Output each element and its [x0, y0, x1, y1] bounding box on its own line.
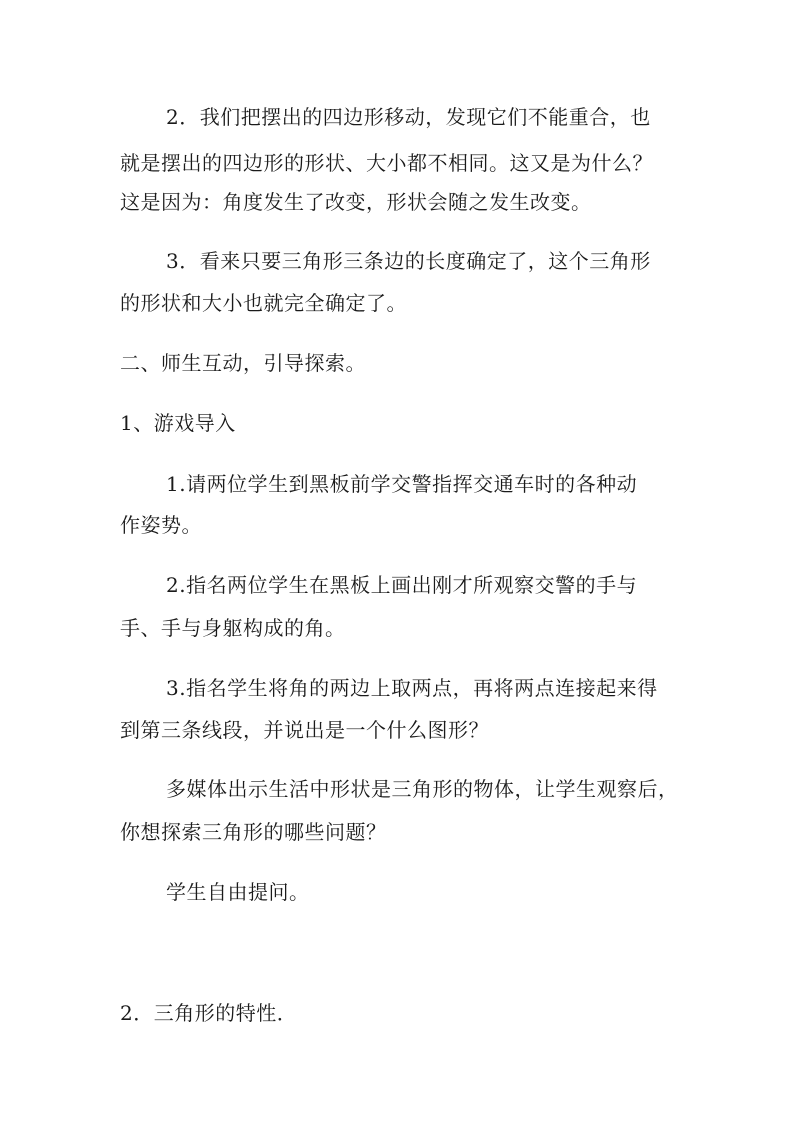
paragraph-6-line-1: 2.指名两位学生在黑板上画出刚才所观察交警的手与	[166, 573, 638, 597]
section-heading-2: 二、师生互动，引导探索。	[120, 351, 366, 375]
paragraph-1-line-2: 就是摆出的四边形的形状、大小都不相同。这又是为什么？	[120, 151, 653, 175]
paragraph-8-line-2: 你想探索三角形的哪些问题？	[120, 820, 387, 844]
paragraph-2-line-1: 3．看来只要三角形三条边的长度确定了，这个三角形	[166, 249, 651, 273]
paragraph-6-line-2: 手、手与身躯构成的角。	[120, 616, 346, 640]
paragraph-1-line-1: 2．我们把摆出的四边形移动，发现它们不能重合，也	[166, 105, 651, 129]
paragraph-7-line-1: 3.指名学生将角的两边上取两点，再将两点连接起来得	[166, 676, 658, 700]
paragraph-5-line-2: 作姿势。	[120, 513, 202, 537]
subsection-heading-1: 1、游戏导入	[120, 411, 236, 435]
paragraph-5-line-1: 1.请两位学生到黑板前学交警指挥交通车时的各种动	[166, 472, 638, 496]
subsection-heading-2: 2．三角形的特性．	[120, 1001, 298, 1025]
paragraph-8-line-1: 多媒体出示生活中形状是三角形的物体，让学生观察后，	[166, 777, 679, 801]
paragraph-7-line-2: 到第三条线段，并说出是一个什么图形？	[120, 718, 489, 742]
paragraph-9-line-1: 学生自由提问。	[166, 880, 310, 904]
paragraph-1-line-3: 这是因为：角度发生了改变，形状会随之发生改变。	[120, 190, 592, 214]
paragraph-2-line-2: 的形状和大小也就完全确定了。	[120, 291, 407, 315]
